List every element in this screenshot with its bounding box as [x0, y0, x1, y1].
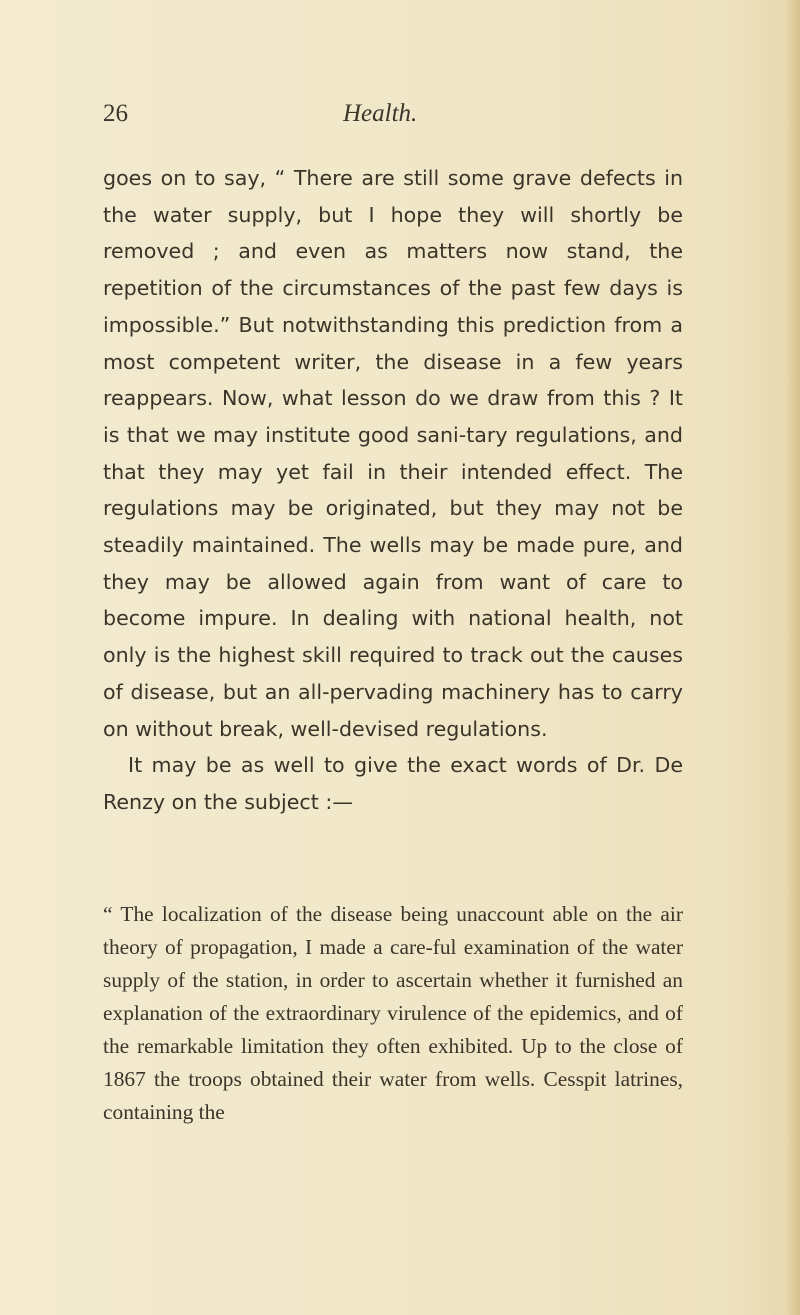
quotation-block: “ The localization of the disease being unaccount able on the air theory of propagation, I made a care-ful examination of the water supply of the station, in order to ascertain whether it furnished an explanation of the extraordinary virulence of the epidemics, and of the remarkable limitation they often exhibited. Up to the close of 1867 the troops obtained their water from wells. Cesspit latrines, containing the	[103, 902, 683, 1124]
main-text	[103, 160, 683, 821]
page-number: 26	[103, 100, 128, 127]
page-header	[103, 100, 683, 140]
paragraph-1: goes on to say, “ There are still some grave defects in the water supply, but I hope they will shortly be removed ; and even as matters now stand, the repetition of the circumstances of the past few days is impossible.” But notwithstanding this prediction from a most competent writer, the disease in a few years reappears. Now, what lesson do we draw from this ? It is that we may institute good sani-tary regulations, and that they may yet fail in their intended effect. The regulations may be originated, but they may not be steadily maintained. The wells may be made pure, and they may be allowed again from want of care to become impure. In dealing with national health, not only is the highest skill required to track out the causes of disease, but an all-pervading machinery has to carry on without break, well-devised regulations.	[103, 166, 683, 741]
page-edge-shadow	[786, 0, 800, 1315]
running-title: Health.	[343, 100, 418, 127]
paragraph-2: It may be as well to give the exact words of Dr. De Renzy on the subject :—	[103, 753, 683, 814]
